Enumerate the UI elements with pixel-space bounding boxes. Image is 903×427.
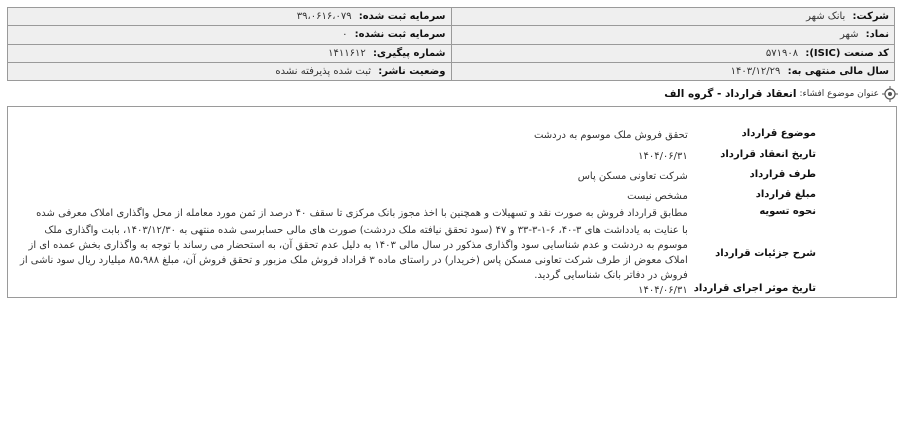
detail-row	[16, 223, 816, 283]
detail-row	[16, 189, 816, 206]
detail-key: شرح جزئیات قرارداد	[715, 247, 816, 259]
subject-value: انعقاد قرارداد - گروه الف	[664, 88, 797, 100]
detail-key: تاریخ موثر اجرای قرارداد	[693, 283, 816, 294]
publisher-status-cell	[8, 62, 452, 80]
detail-row	[16, 149, 816, 169]
symbol-cell	[451, 26, 895, 44]
tracking-cell	[8, 44, 452, 62]
registered-capital-label: سرمایه ثبت شده:	[358, 11, 446, 23]
detail-value: ۱۴۰۴/۰۶/۳۱	[638, 151, 688, 162]
company-cell	[451, 8, 895, 26]
isic-cell	[451, 44, 895, 62]
registered-capital-cell	[8, 8, 452, 26]
company-label: شرکت:	[852, 11, 889, 23]
detail-value: شرکت تعاونی مسکن پاس	[577, 171, 688, 182]
detail-value: مشخص نیست	[627, 191, 688, 202]
fiscal-year-value: ۱۴۰۳/۱۲/۲۹	[730, 65, 781, 77]
subject-label: عنوان موضوع افشاء:	[799, 89, 879, 99]
detail-row	[16, 206, 816, 223]
contract-details-box	[7, 106, 897, 298]
detail-value: مطابق قرارداد فروش به صورت نقد و تسهیلات و همچنین با اخذ مجوز بانک مرکزی تا سقف ۴۰ درصد از ثمن مورد معامله از محل واگذاری املاک معرفی شده	[36, 208, 688, 219]
detail-value: ۱۴۰۴/۰۶/۳۱	[638, 285, 688, 296]
unregistered-capital-value: ۰	[342, 29, 348, 41]
detail-row	[16, 283, 816, 300]
detail-value: با عنایت به یادداشت های ۳-۴۰، ۶-۱-۳-۳۳ و ۴۷ (سود تحقق نیافته ملک دردشت) صورت های مالی حسابرسی شده منتهی به ۱۴۰۳/۱۲/۳۰، بابت واگذاری ملک موسوم به دردشت و عدم شناسایی سود واگذاری مذکور در سال مالی ۱۴۰۳ به دلیل عدم تحقق آن، به استحضار می رساند با توجه به واگذاری بخش عمده ای از املاک معوض از طرف شرکت تعاونی مسکن پاس (خریدار) در راستای ماده ۳ قراداد فروش ملک مزبور و تحقق فروش آن، مبلغ ۸۵،۹۸۸ میلیارد ریال سود ناشی از فروش در دفاتر بانک شناسایی گردید.	[20, 225, 688, 281]
target-bullet-icon	[882, 86, 898, 102]
detail-row	[16, 125, 816, 149]
symbol-label: نماد:	[865, 29, 889, 41]
fiscal-year-cell	[451, 62, 895, 80]
isic-label: کد صنعت (ISIC):	[805, 47, 889, 59]
info-row	[8, 26, 895, 44]
registered-capital-value: ۳۹،۰۶۱۶،۰۷۹	[296, 11, 352, 23]
unregistered-capital-label: سرمایه ثبت نشده:	[354, 29, 446, 41]
tracking-value: ۱۴۱۱۶۱۲	[328, 47, 366, 59]
info-row	[8, 8, 895, 26]
symbol-value: شهر	[839, 29, 859, 41]
detail-key: نحوه تسویه	[759, 206, 816, 217]
detail-key: موضوع قرارداد	[741, 128, 816, 139]
company-value: بانک شهر	[806, 11, 846, 23]
detail-key: تاریخ انعقاد قرارداد	[720, 149, 816, 160]
unregistered-capital-cell	[8, 26, 452, 44]
fiscal-year-label: سال مالی منتهی به:	[787, 65, 889, 77]
detail-key: طرف قرارداد	[749, 169, 816, 180]
info-row	[8, 44, 895, 62]
contract-details-table	[16, 125, 816, 300]
detail-key: مبلغ قرارداد	[755, 189, 816, 200]
isic-value: ۵۷۱۹۰۸	[765, 47, 799, 59]
publisher-status-label: وضعیت ناشر:	[378, 65, 446, 77]
detail-value: تحقق فروش ملک موسوم به دردشت	[533, 130, 688, 141]
detail-row	[16, 169, 816, 189]
company-info-table	[7, 7, 895, 81]
tracking-label: شماره پیگیری:	[372, 47, 446, 59]
publisher-status-value: ثبت شده پذیرفته نشده	[275, 65, 372, 77]
disclosure-subject	[10, 86, 898, 104]
info-row	[8, 62, 895, 80]
